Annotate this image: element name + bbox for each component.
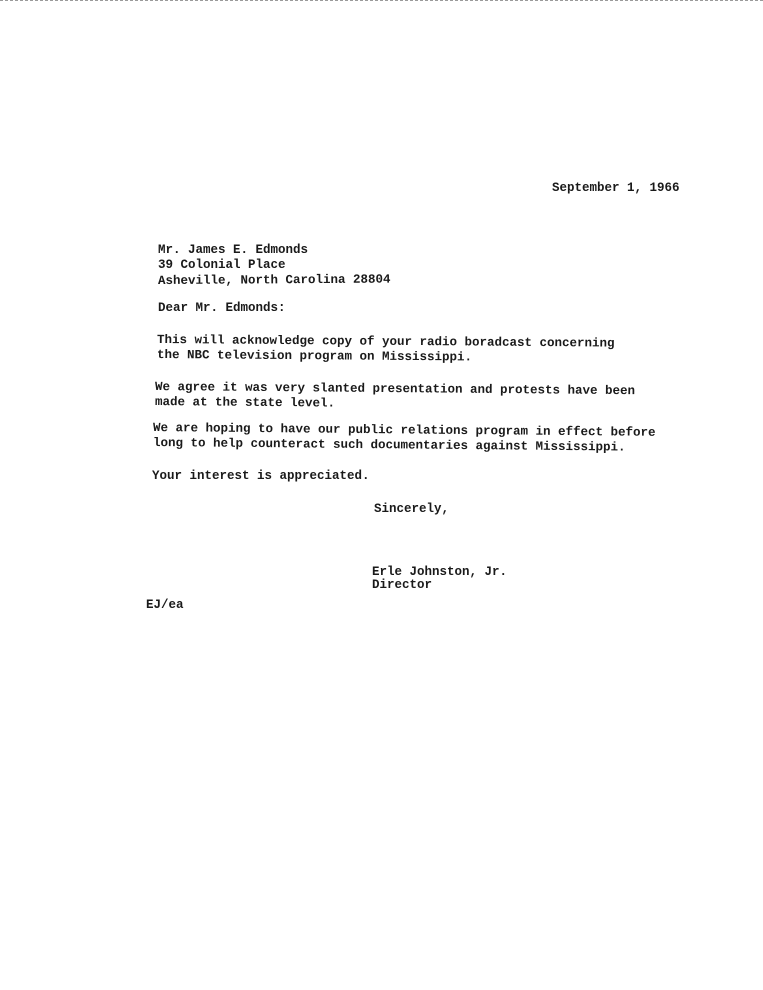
page-top-edge	[0, 0, 763, 1]
paragraph-2-line-2: made at the state level.	[154, 395, 336, 411]
closing: Sincerely,	[374, 502, 450, 516]
recipient-city: Asheville, North Carolina 28804	[157, 272, 391, 288]
reference-initials: EJ/ea	[146, 598, 184, 612]
paragraph-3-line-1: We are hoping to have our public relations program in effect before	[152, 421, 656, 440]
signer-name: Erle Johnston, Jr.	[372, 565, 508, 579]
recipient-street: 39 Colonial Place	[158, 258, 286, 272]
letter-date: September 1, 1966	[552, 181, 680, 195]
paragraph-1-line-2: the NBC television program on Mississippi.	[156, 348, 473, 365]
signer-title: Director	[372, 578, 433, 592]
salutation: Dear Mr. Edmonds:	[158, 301, 286, 315]
paragraph-1-line-1: This will acknowledge copy of your radio boradcast concerning	[156, 333, 615, 351]
paragraph-2-line-1: We agree it was very slanted presentation and protests have been	[154, 380, 636, 399]
paragraph-3-line-2: long to help counteract such documentaries against Mississippi.	[152, 436, 626, 455]
recipient-name: Mr. James E. Edmonds	[158, 243, 309, 257]
paragraph-4-line-1: Your interest is appreciated.	[152, 469, 370, 483]
